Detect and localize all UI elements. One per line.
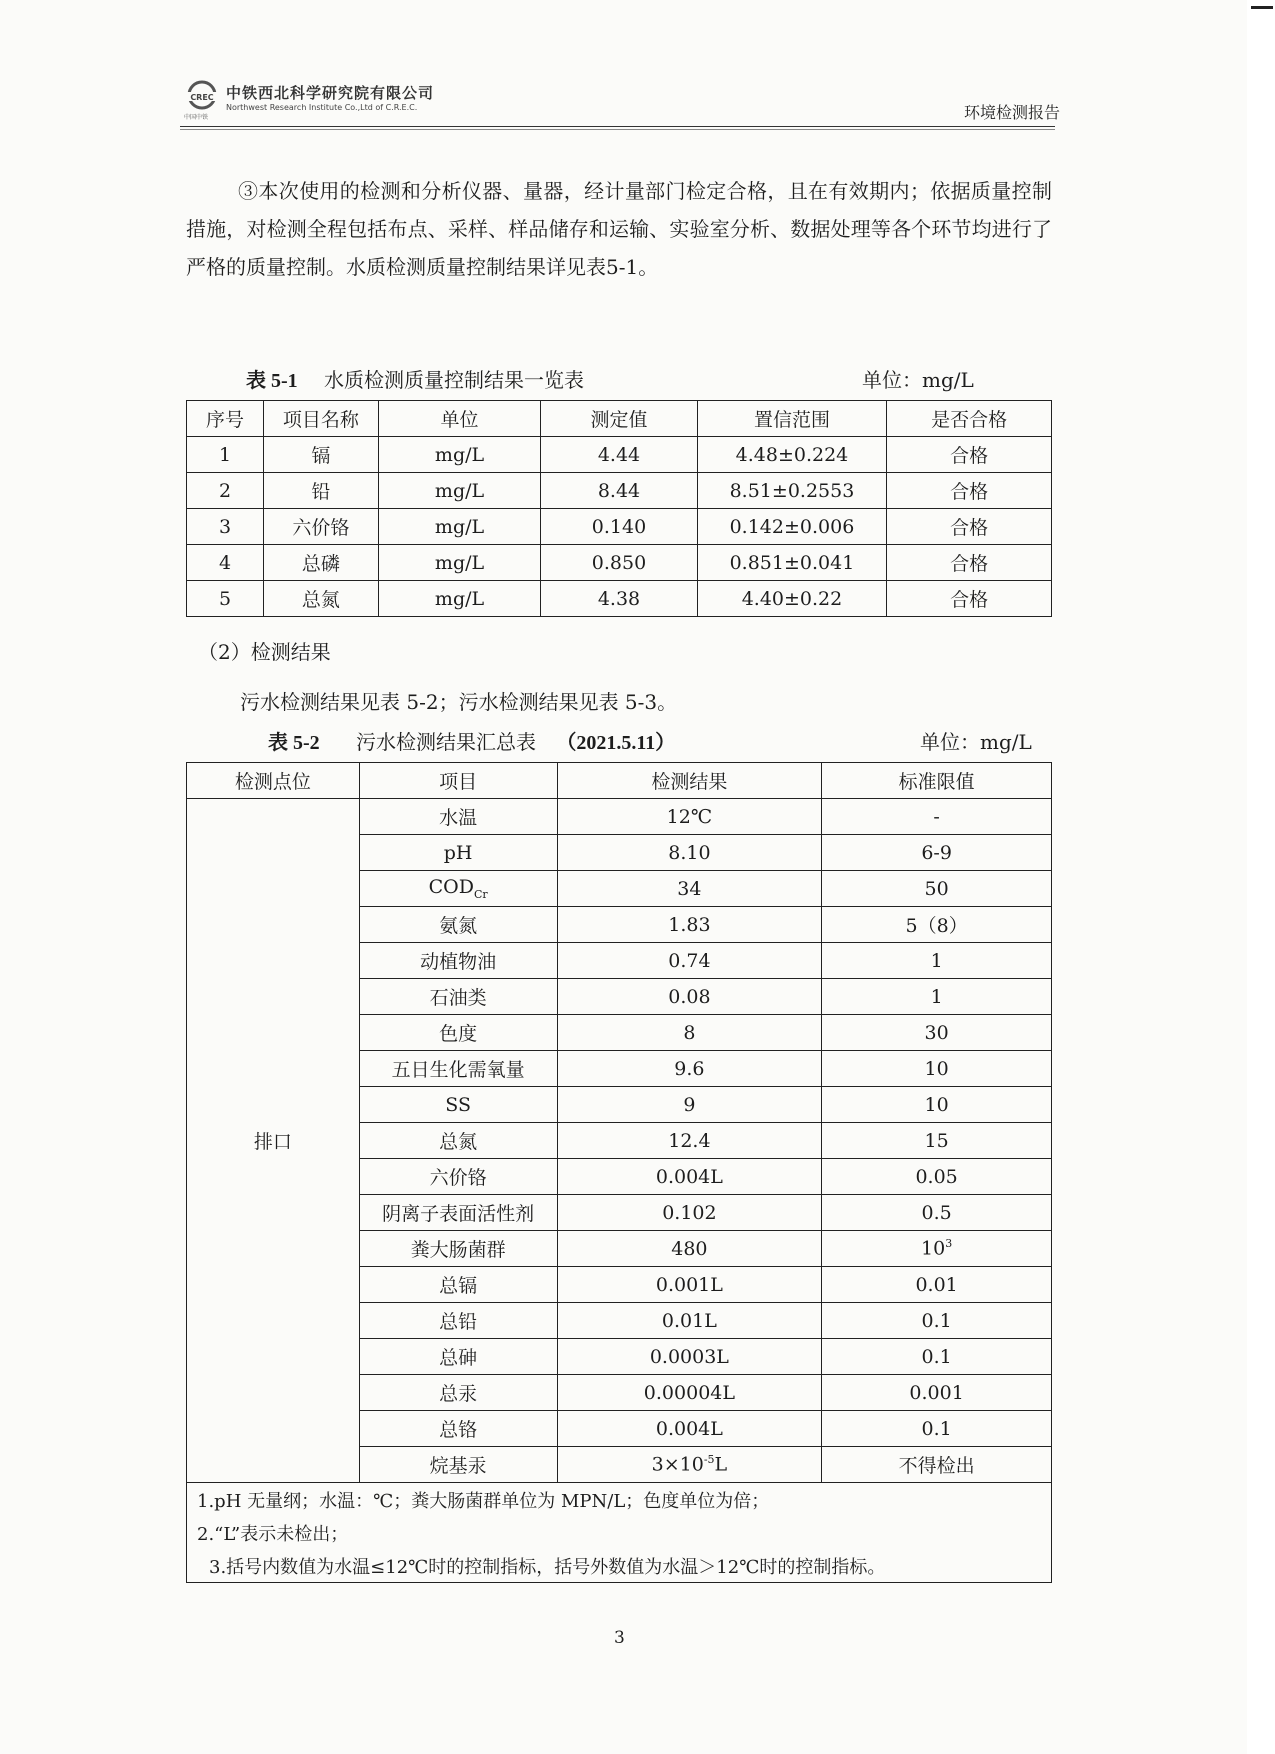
- table-note: 2.“L”表示未检出；: [187, 1516, 1052, 1549]
- table-row: [187, 473, 1052, 509]
- table-cell: 4.38: [541, 581, 697, 617]
- column-header: 标准限值: [822, 763, 1052, 799]
- item-cell: 阴离子表面活性剂: [359, 1195, 557, 1231]
- item-cell: 总氮: [359, 1123, 557, 1159]
- section-text: 污水检测结果见表 5-2；污水检测结果见表 5-3。: [240, 690, 678, 714]
- intro-paragraph: ③本次使用的检测和分析仪器、量器，经计量部门检定合格，且在有效期内；依据质量控制措施，对检测全程包括布点、采样、样品储存和运输、实验室分析、数据处理等各个环节均进行了严格的质量控制。水质检测质量控制结果详见表5-1。: [186, 179, 1052, 279]
- item-cell: SS: [359, 1087, 557, 1123]
- header-rule-thin: [180, 129, 1055, 130]
- result-cell: 0.08: [557, 979, 822, 1015]
- table1-caption: [246, 364, 584, 393]
- wastewater-results-table: [186, 762, 1052, 1583]
- table-cell: 合格: [887, 545, 1052, 581]
- table-cell: 总氮: [264, 581, 379, 617]
- company-name-cn: 中铁西北科学研究院有限公司: [226, 84, 435, 102]
- table2-number: 表 5-2: [268, 732, 320, 754]
- table-cell: mg/L: [378, 545, 541, 581]
- item-cell: 氨氮: [359, 907, 557, 943]
- table-cell: 4: [187, 545, 264, 581]
- header-rule: [180, 126, 1055, 127]
- table-cell: mg/L: [378, 581, 541, 617]
- table-cell: mg/L: [378, 509, 541, 545]
- limit-cell: 0.5: [822, 1195, 1052, 1231]
- column-header: 项目: [359, 763, 557, 799]
- crec-logo-icon: [182, 80, 222, 114]
- section-title: （2）检测结果: [198, 640, 331, 664]
- limit-cell: 30: [822, 1015, 1052, 1051]
- result-cell: 0.74: [557, 943, 822, 979]
- result-cell: 8.10: [557, 835, 822, 871]
- table-cell: 4.40±0.22: [697, 581, 887, 617]
- result-suffix: L: [714, 1453, 728, 1476]
- item-cell: 总铅: [359, 1303, 557, 1339]
- result-cell: 480: [557, 1231, 822, 1267]
- page-header: [180, 78, 1060, 128]
- corner-mark: [1251, 6, 1273, 9]
- table-cell: 镉: [264, 437, 379, 473]
- column-header: 项目名称: [264, 401, 379, 437]
- table-cell: 0.850: [541, 545, 697, 581]
- result-cell: 0.01L: [557, 1303, 822, 1339]
- column-header: 置信范围: [697, 401, 887, 437]
- item-cell: pH: [359, 835, 557, 871]
- table-cell: 合格: [887, 473, 1052, 509]
- table-cell: 1: [187, 437, 264, 473]
- item-cell: 总汞: [359, 1375, 557, 1411]
- item-cell: 六价铬: [359, 1159, 557, 1195]
- limit-cell: 0.001: [822, 1375, 1052, 1411]
- limit-cell: 10: [822, 1087, 1052, 1123]
- result-cell: 0.102: [557, 1195, 822, 1231]
- limit-cell: 0.05: [822, 1159, 1052, 1195]
- table-note: 3.括号内数值为水温≤12℃时的控制指标，括号外数值为水温＞12℃时的控制指标。: [187, 1549, 1052, 1583]
- svg-text:CREC: CREC: [190, 93, 214, 102]
- table-row: [187, 545, 1052, 581]
- table-header-row: [187, 763, 1052, 799]
- result-cell: 0.001L: [557, 1267, 822, 1303]
- company-name-en: Northwest Research Institute Co.,Ltd of C.R.E.C.: [226, 103, 418, 112]
- limit-cell: 50: [822, 871, 1052, 907]
- limit-cell: 6-9: [822, 835, 1052, 871]
- limit-cell: -: [822, 799, 1052, 835]
- table-cell: 5: [187, 581, 264, 617]
- table-cell: 铅: [264, 473, 379, 509]
- result-exponent: -5: [703, 1453, 715, 1467]
- column-header: 测定值: [541, 401, 697, 437]
- column-header: 检测点位: [187, 763, 360, 799]
- limit-cell: 0.1: [822, 1303, 1052, 1339]
- table-note: 1.pH 无量纲；水温：℃；粪大肠菌群单位为 MPN/L；色度单位为倍；: [187, 1483, 1052, 1517]
- limit-cell: 0.1: [822, 1411, 1052, 1447]
- quality-control-table: [186, 400, 1052, 617]
- report-name: 环境检测报告: [963, 103, 1060, 122]
- item-cell: 动植物油: [359, 943, 557, 979]
- table2-title: 污水检测结果汇总表: [356, 730, 537, 754]
- table1-unit: 单位：mg/L: [862, 368, 974, 392]
- table-cell: 0.140: [541, 509, 697, 545]
- limit-cell: 不得检出: [822, 1447, 1052, 1483]
- column-header: 检测结果: [557, 763, 822, 799]
- column-header: 是否合格: [887, 401, 1052, 437]
- item-cell: 总镉: [359, 1267, 557, 1303]
- note-row: [187, 1483, 1052, 1517]
- result-cell: 8: [557, 1015, 822, 1051]
- item-name: COD: [428, 876, 474, 899]
- table-cell: 合格: [887, 437, 1052, 473]
- table-cell: 六价铬: [264, 509, 379, 545]
- limit-base: 10: [921, 1237, 946, 1260]
- result-cell: 9.6: [557, 1051, 822, 1087]
- result-cell: 0.00004L: [557, 1375, 822, 1411]
- limit-cell: 15: [822, 1123, 1052, 1159]
- column-header: 单位: [378, 401, 541, 437]
- table-cell: 3: [187, 509, 264, 545]
- item-cell: 水温: [359, 799, 557, 835]
- table-row: [187, 437, 1052, 473]
- table1-title: 水质检测质量控制结果一览表: [324, 368, 585, 392]
- table-cell: mg/L: [378, 437, 541, 473]
- result-base: 3×10: [651, 1453, 704, 1476]
- result-cell: 0.004L: [557, 1411, 822, 1447]
- table-cell: mg/L: [378, 473, 541, 509]
- limit-cell: 1: [822, 979, 1052, 1015]
- page-edge: [1247, 0, 1275, 1754]
- result-cell: 12℃: [557, 799, 822, 835]
- table-cell: 0.142±0.006: [697, 509, 887, 545]
- table2-unit: 单位：mg/L: [920, 730, 1032, 754]
- table-row: [187, 509, 1052, 545]
- item-cell: 石油类: [359, 979, 557, 1015]
- logo-subtitle: 中国中铁: [184, 114, 209, 121]
- table-cell: 4.48±0.224: [697, 437, 887, 473]
- item-cell: 总铬: [359, 1411, 557, 1447]
- table-cell: 2: [187, 473, 264, 509]
- item-cell: 五日生化需氧量: [359, 1051, 557, 1087]
- table-row: [187, 581, 1052, 617]
- company-logo: [180, 78, 480, 122]
- table-cell: 合格: [887, 581, 1052, 617]
- item-cell: 色度: [359, 1015, 557, 1051]
- table-cell: 8.44: [541, 473, 697, 509]
- result-cell: 34: [557, 871, 822, 907]
- limit-cell: [822, 1231, 1052, 1267]
- result-cell: 0.0003L: [557, 1339, 822, 1375]
- page-number: 3: [614, 1628, 625, 1648]
- table-cell: 0.851±0.041: [697, 545, 887, 581]
- limit-cell: 1: [822, 943, 1052, 979]
- result-cell: 0.004L: [557, 1159, 822, 1195]
- table-header-row: [187, 401, 1052, 437]
- limit-cell: 10: [822, 1051, 1052, 1087]
- item-cell: [359, 871, 557, 907]
- result-cell: 12.4: [557, 1123, 822, 1159]
- table2-date: （2021.5.11）: [556, 732, 676, 754]
- limit-cell: 0.1: [822, 1339, 1052, 1375]
- table-cell: 4.44: [541, 437, 697, 473]
- item-cell: 总砷: [359, 1339, 557, 1375]
- table2-caption: [268, 726, 675, 755]
- result-cell: [557, 1447, 822, 1483]
- note-row: [187, 1549, 1052, 1583]
- result-cell: 9: [557, 1087, 822, 1123]
- table-row: [187, 799, 1052, 835]
- table-cell: 总磷: [264, 545, 379, 581]
- table-cell: 8.51±0.2553: [697, 473, 887, 509]
- item-cell: 烷基汞: [359, 1447, 557, 1483]
- column-header: 序号: [187, 401, 264, 437]
- note-row: [187, 1516, 1052, 1549]
- result-cell: 1.83: [557, 907, 822, 943]
- limit-exponent: 3: [945, 1237, 953, 1251]
- table-cell: 合格: [887, 509, 1052, 545]
- table1-number: 表 5-1: [246, 370, 298, 392]
- location-cell: 排口: [187, 799, 360, 1483]
- item-subscript: Cr: [473, 887, 488, 901]
- limit-cell: 5（8）: [822, 907, 1052, 943]
- limit-cell: 0.01: [822, 1267, 1052, 1303]
- item-cell: 粪大肠菌群: [359, 1231, 557, 1267]
